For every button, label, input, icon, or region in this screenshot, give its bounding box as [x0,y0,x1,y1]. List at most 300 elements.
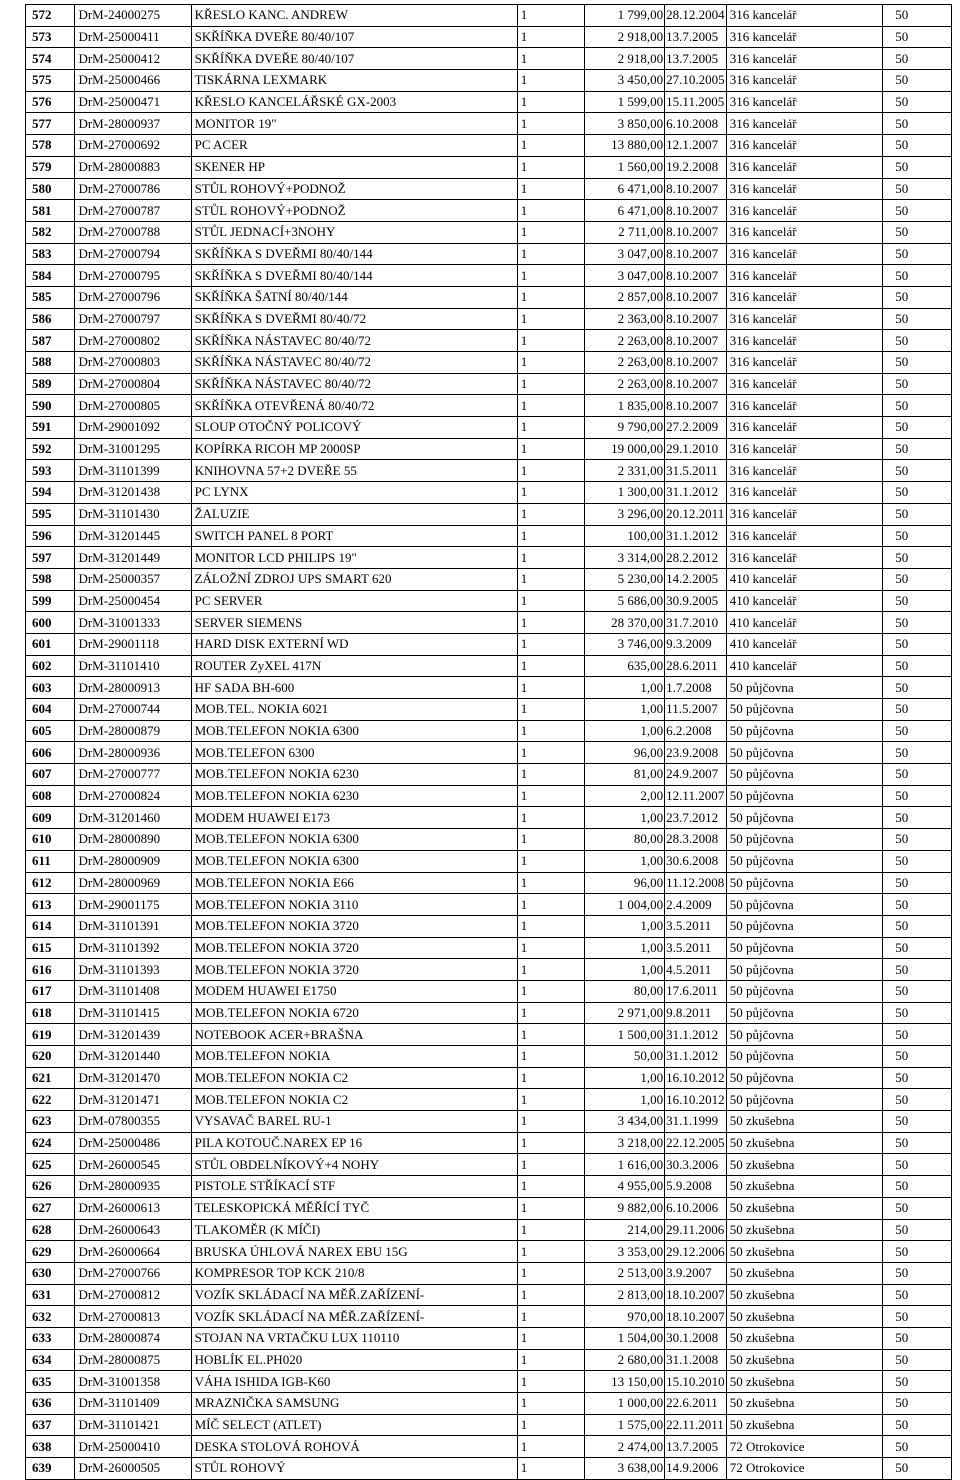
inventory-code-cell: DrM-25000357 [75,568,191,590]
quantity-cell: 1 [517,503,585,525]
item-name-cell: MOB.TELEFON NOKIA 6230 [191,764,517,786]
row-number-cell: 612 [26,872,75,894]
percentage-cell: 50 [883,265,952,287]
percentage-cell: 50 [883,590,952,612]
table-row [26,1089,952,1111]
percentage-cell: 50 [883,525,952,547]
date-cell: 31.5.2011 [665,460,727,482]
date-cell: 22.11.2011 [665,1414,727,1436]
price-cell: 2 857,00 [585,286,665,308]
location-cell: 316 kancelář [726,265,883,287]
inventory-code-cell: DrM-27000803 [75,352,191,374]
inventory-code-cell: DrM-31101393 [75,959,191,981]
table-row [26,438,952,460]
row-number-cell: 593 [26,460,75,482]
percentage-cell: 50 [883,612,952,634]
inventory-code-cell: DrM-27000766 [75,1262,191,1284]
inventory-code-cell: DrM-31101392 [75,937,191,959]
location-cell: 50 zkušebna [726,1349,883,1371]
location-cell: 50 zkušebna [726,1132,883,1154]
table-row [26,482,952,504]
location-cell: 50 půjčovna [726,872,883,894]
percentage-cell: 50 [883,1414,952,1436]
date-cell: 2.4.2009 [665,894,727,916]
quantity-cell: 1 [517,1176,585,1198]
quantity-cell: 1 [517,872,585,894]
date-cell: 16.10.2012 [665,1089,727,1111]
inventory-code-cell: DrM-26000643 [75,1219,191,1241]
location-cell: 316 kancelář [726,91,883,113]
table-row [26,1327,952,1349]
row-number-cell: 609 [26,807,75,829]
price-cell: 1,00 [585,1089,665,1111]
item-name-cell: MONITOR LCD PHILIPS 19" [191,547,517,569]
table-row [26,547,952,569]
percentage-cell: 50 [883,785,952,807]
quantity-cell: 1 [517,1241,585,1263]
price-cell: 80,00 [585,829,665,851]
price-cell: 6 471,00 [585,178,665,200]
inventory-code-cell: DrM-28000935 [75,1176,191,1198]
price-cell: 3 296,00 [585,503,665,525]
row-number-cell: 637 [26,1414,75,1436]
inventory-code-cell: DrM-31101415 [75,1002,191,1024]
location-cell: 50 zkušebna [726,1284,883,1306]
item-name-cell: SKŘÍŇKA NÁSTAVEC 80/40/72 [191,352,517,374]
quantity-cell: 1 [517,1349,585,1371]
inventory-code-cell: DrM-25000471 [75,91,191,113]
row-number-cell: 602 [26,655,75,677]
row-number-cell: 591 [26,417,75,439]
date-cell: 8.10.2007 [665,330,727,352]
table-row [26,221,952,243]
inventory-code-cell: DrM-31201439 [75,1024,191,1046]
price-cell: 1 500,00 [585,1024,665,1046]
price-cell: 5 686,00 [585,590,665,612]
price-cell: 96,00 [585,742,665,764]
quantity-cell: 1 [517,1262,585,1284]
table-row [26,200,952,222]
location-cell: 316 kancelář [726,286,883,308]
row-number-cell: 633 [26,1327,75,1349]
price-cell: 3 218,00 [585,1132,665,1154]
location-cell: 316 kancelář [726,308,883,330]
inventory-code-cell: DrM-31201440 [75,1046,191,1068]
item-name-cell: ZÁLOŽNÍ ZDROJ UPS SMART 620 [191,568,517,590]
item-name-cell: SKŘÍŇKA DVEŘE 80/40/107 [191,48,517,70]
item-name-cell: KOMPRESOR TOP KCK 210/8 [191,1262,517,1284]
percentage-cell: 50 [883,438,952,460]
quantity-cell: 1 [517,243,585,265]
row-number-cell: 627 [26,1197,75,1219]
table-row [26,417,952,439]
row-number-cell: 624 [26,1132,75,1154]
item-name-cell: VÁHA ISHIDA IGB-K60 [191,1371,517,1393]
date-cell: 30.1.2008 [665,1327,727,1349]
percentage-cell: 50 [883,1002,952,1024]
row-number-cell: 630 [26,1262,75,1284]
row-number-cell: 606 [26,742,75,764]
item-name-cell: PC LYNX [191,482,517,504]
price-cell: 2 513,00 [585,1262,665,1284]
percentage-cell: 50 [883,959,952,981]
date-cell: 27.10.2005 [665,70,727,92]
date-cell: 22.6.2011 [665,1393,727,1415]
table-row [26,807,952,829]
date-cell: 29.1.2010 [665,438,727,460]
row-number-cell: 634 [26,1349,75,1371]
item-name-cell: MODEM HUAWEI E1750 [191,980,517,1002]
price-cell: 2 813,00 [585,1284,665,1306]
price-cell: 2 263,00 [585,330,665,352]
location-cell: 50 půjčovna [726,1024,883,1046]
table-row [26,915,952,937]
date-cell: 11.5.2007 [665,699,727,721]
table-row [26,1241,952,1263]
percentage-cell: 50 [883,5,952,27]
price-cell: 1,00 [585,959,665,981]
quantity-cell: 1 [517,1046,585,1068]
price-cell: 1 004,00 [585,894,665,916]
row-number-cell: 631 [26,1284,75,1306]
table-row [26,113,952,135]
percentage-cell: 50 [883,373,952,395]
table-row [26,1132,952,1154]
item-name-cell: MONITOR 19" [191,113,517,135]
row-number-cell: 618 [26,1002,75,1024]
price-cell: 2 263,00 [585,373,665,395]
percentage-cell: 50 [883,742,952,764]
quantity-cell: 1 [517,980,585,1002]
row-number-cell: 616 [26,959,75,981]
location-cell: 50 půjčovna [726,1067,883,1089]
percentage-cell: 50 [883,1327,952,1349]
table-row [26,655,952,677]
quantity-cell: 1 [517,720,585,742]
date-cell: 8.10.2007 [665,352,727,374]
row-number-cell: 584 [26,265,75,287]
location-cell: 50 půjčovna [726,720,883,742]
table-row [26,785,952,807]
price-cell: 635,00 [585,655,665,677]
price-cell: 1 575,00 [585,1414,665,1436]
inventory-code-cell: DrM-31101391 [75,915,191,937]
item-name-cell: MOB.TEL. NOKIA 6021 [191,699,517,721]
date-cell: 3.5.2011 [665,937,727,959]
date-cell: 31.7.2010 [665,612,727,634]
inventory-code-cell: DrM-28000874 [75,1327,191,1349]
row-number-cell: 583 [26,243,75,265]
table-row [26,959,952,981]
price-cell: 6 471,00 [585,200,665,222]
price-cell: 3 850,00 [585,113,665,135]
row-number-cell: 639 [26,1458,75,1480]
quantity-cell: 1 [517,764,585,786]
inventory-code-cell: DrM-26000613 [75,1197,191,1219]
location-cell: 50 zkušebna [726,1306,883,1328]
quantity-cell: 1 [517,699,585,721]
quantity-cell: 1 [517,200,585,222]
percentage-cell: 50 [883,1436,952,1458]
item-name-cell: SKŘÍŇKA S DVEŘMI 80/40/72 [191,308,517,330]
date-cell: 31.1.2012 [665,1046,727,1068]
item-name-cell: STŮL ROHOVÝ [191,1458,517,1480]
quantity-cell: 1 [517,1197,585,1219]
inventory-code-cell: DrM-26000545 [75,1154,191,1176]
location-cell: 50 půjčovna [726,1002,883,1024]
location-cell: 410 kancelář [726,633,883,655]
percentage-cell: 50 [883,48,952,70]
inventory-code-cell: DrM-28000875 [75,1349,191,1371]
inventory-code-cell: DrM-27000786 [75,178,191,200]
location-cell: 316 kancelář [726,503,883,525]
location-cell: 316 kancelář [726,156,883,178]
row-number-cell: 621 [26,1067,75,1089]
percentage-cell: 50 [883,1219,952,1241]
quantity-cell: 1 [517,655,585,677]
percentage-cell: 50 [883,221,952,243]
percentage-cell: 50 [883,1393,952,1415]
quantity-cell: 1 [517,785,585,807]
percentage-cell: 50 [883,980,952,1002]
price-cell: 81,00 [585,764,665,786]
date-cell: 15.10.2010 [665,1371,727,1393]
quantity-cell: 1 [517,395,585,417]
inventory-code-cell: DrM-31001295 [75,438,191,460]
percentage-cell: 50 [883,1349,952,1371]
location-cell: 50 zkušebna [726,1241,883,1263]
quantity-cell: 1 [517,1393,585,1415]
table-row [26,590,952,612]
quantity-cell: 1 [517,113,585,135]
date-cell: 15.11.2005 [665,91,727,113]
quantity-cell: 1 [517,850,585,872]
date-cell: 20.12.2011 [665,503,727,525]
inventory-code-cell: DrM-27000824 [75,785,191,807]
row-number-cell: 596 [26,525,75,547]
row-number-cell: 636 [26,1393,75,1415]
quantity-cell: 1 [517,70,585,92]
table-row [26,265,952,287]
price-cell: 100,00 [585,525,665,547]
table-row [26,1046,952,1068]
inventory-code-cell: DrM-27000788 [75,221,191,243]
row-number-cell: 607 [26,764,75,786]
table-row [26,699,952,721]
item-name-cell: SKŘÍŇKA DVEŘE 80/40/107 [191,26,517,48]
location-cell: 50 zkušebna [726,1262,883,1284]
quantity-cell: 1 [517,590,585,612]
row-number-cell: 598 [26,568,75,590]
row-number-cell: 575 [26,70,75,92]
row-number-cell: 603 [26,677,75,699]
date-cell: 6.10.2008 [665,113,727,135]
table-row [26,1306,952,1328]
date-cell: 4.5.2011 [665,959,727,981]
location-cell: 50 zkušebna [726,1219,883,1241]
quantity-cell: 1 [517,1154,585,1176]
date-cell: 1.7.2008 [665,677,727,699]
table-row [26,5,952,27]
location-cell: 316 kancelář [726,221,883,243]
item-name-cell: MRAZNIČKA SAMSUNG [191,1393,517,1415]
item-name-cell: BRUSKA ÚHLOVÁ NAREX EBU 15G [191,1241,517,1263]
row-number-cell: 610 [26,829,75,851]
quantity-cell: 1 [517,1327,585,1349]
inventory-code-cell: DrM-29001175 [75,894,191,916]
inventory-code-cell: DrM-26000505 [75,1458,191,1480]
item-name-cell: SKŘÍŇKA OTEVŘENÁ 80/40/72 [191,395,517,417]
price-cell: 96,00 [585,872,665,894]
percentage-cell: 50 [883,308,952,330]
inventory-code-cell: DrM-28000937 [75,113,191,135]
inventory-code-cell: DrM-31101399 [75,460,191,482]
item-name-cell: MOB.TELEFON NOKIA C2 [191,1089,517,1111]
item-name-cell: VYSAVAČ BAREL RU-1 [191,1111,517,1133]
table-row [26,1371,952,1393]
quantity-cell: 1 [517,829,585,851]
table-row [26,460,952,482]
quantity-cell: 1 [517,26,585,48]
location-cell: 410 kancelář [726,655,883,677]
date-cell: 11.12.2008 [665,872,727,894]
date-cell: 19.2.2008 [665,156,727,178]
row-number-cell: 579 [26,156,75,178]
date-cell: 8.10.2007 [665,243,727,265]
location-cell: 50 půjčovna [726,785,883,807]
price-cell: 3 353,00 [585,1241,665,1263]
percentage-cell: 50 [883,352,952,374]
inventory-code-cell: DrM-27000692 [75,135,191,157]
location-cell: 50 zkušebna [726,1197,883,1219]
percentage-cell: 50 [883,829,952,851]
date-cell: 31.1.2008 [665,1349,727,1371]
percentage-cell: 50 [883,26,952,48]
quantity-cell: 1 [517,1458,585,1480]
item-name-cell: PILA KOTOUČ.NAREX EP 16 [191,1132,517,1154]
price-cell: 3 047,00 [585,243,665,265]
inventory-code-cell: DrM-29001092 [75,417,191,439]
date-cell: 22.12.2005 [665,1132,727,1154]
price-cell: 2 474,00 [585,1436,665,1458]
item-name-cell: MOB.TELEFON NOKIA 6300 [191,829,517,851]
item-name-cell: STŮL OBDELNÍKOVÝ+4 NOHY [191,1154,517,1176]
location-cell: 316 kancelář [726,243,883,265]
inventory-code-cell: DrM-31201471 [75,1089,191,1111]
inventory-code-cell: DrM-31201449 [75,547,191,569]
date-cell: 29.11.2006 [665,1219,727,1241]
item-name-cell: SWITCH PANEL 8 PORT [191,525,517,547]
inventory-code-cell: DrM-27000794 [75,243,191,265]
date-cell: 23.7.2012 [665,807,727,829]
location-cell: 50 zkušebna [726,1327,883,1349]
date-cell: 8.10.2007 [665,178,727,200]
item-name-cell: MOB.TELEFON NOKIA 6300 [191,720,517,742]
date-cell: 31.1.2012 [665,482,727,504]
quantity-cell: 1 [517,677,585,699]
percentage-cell: 50 [883,655,952,677]
price-cell: 1 000,00 [585,1393,665,1415]
price-cell: 2 711,00 [585,221,665,243]
percentage-cell: 50 [883,677,952,699]
row-number-cell: 629 [26,1241,75,1263]
quantity-cell: 1 [517,1111,585,1133]
table-row [26,1436,952,1458]
quantity-cell: 1 [517,482,585,504]
percentage-cell: 50 [883,286,952,308]
table-row [26,1197,952,1219]
row-number-cell: 622 [26,1089,75,1111]
quantity-cell: 1 [517,1436,585,1458]
item-name-cell: MOB.TELEFON NOKIA 3720 [191,937,517,959]
row-number-cell: 620 [26,1046,75,1068]
item-name-cell: MÍČ SELECT (ATLET) [191,1414,517,1436]
inventory-code-cell: DrM-25000486 [75,1132,191,1154]
price-cell: 9 790,00 [585,417,665,439]
location-cell: 50 půjčovna [726,850,883,872]
row-number-cell: 625 [26,1154,75,1176]
row-number-cell: 615 [26,937,75,959]
item-name-cell: MOB.TELEFON NOKIA C2 [191,1067,517,1089]
quantity-cell: 1 [517,135,585,157]
item-name-cell: PISTOLE STŘÍKACÍ STF [191,1176,517,1198]
location-cell: 50 zkušebna [726,1176,883,1198]
inventory-code-cell: DrM-27000777 [75,764,191,786]
price-cell: 1 616,00 [585,1154,665,1176]
row-number-cell: 611 [26,850,75,872]
price-cell: 2 918,00 [585,26,665,48]
row-number-cell: 605 [26,720,75,742]
date-cell: 31.1.1999 [665,1111,727,1133]
quantity-cell: 1 [517,915,585,937]
table-row [26,1284,952,1306]
price-cell: 1,00 [585,807,665,829]
quantity-cell: 1 [517,612,585,634]
percentage-cell: 50 [883,894,952,916]
location-cell: 50 zkušebna [726,1111,883,1133]
table-row [26,980,952,1002]
price-cell: 3 047,00 [585,265,665,287]
location-cell: 72 Otrokovice [726,1436,883,1458]
percentage-cell: 50 [883,1111,952,1133]
percentage-cell: 50 [883,633,952,655]
date-cell: 5.9.2008 [665,1176,727,1198]
percentage-cell: 50 [883,1024,952,1046]
table-row [26,178,952,200]
inventory-code-cell: DrM-24000275 [75,5,191,27]
location-cell: 316 kancelář [726,482,883,504]
table-row [26,894,952,916]
price-cell: 2,00 [585,785,665,807]
percentage-cell: 50 [883,850,952,872]
date-cell: 14.2.2005 [665,568,727,590]
location-cell: 50 půjčovna [726,764,883,786]
item-name-cell: NOTEBOOK ACER+BRAŠNA [191,1024,517,1046]
date-cell: 8.10.2007 [665,265,727,287]
date-cell: 14.9.2006 [665,1458,727,1480]
percentage-cell: 50 [883,699,952,721]
date-cell: 8.10.2007 [665,221,727,243]
item-name-cell: KNIHOVNA 57+2 DVEŘE 55 [191,460,517,482]
date-cell: 31.1.2012 [665,1024,727,1046]
item-name-cell: TELESKOPICKÁ MĚŘÍCÍ TYČ [191,1197,517,1219]
item-name-cell: MOB.TELEFON NOKIA 3720 [191,959,517,981]
percentage-cell: 50 [883,764,952,786]
row-number-cell: 578 [26,135,75,157]
percentage-cell: 50 [883,200,952,222]
inventory-code-cell: DrM-31101410 [75,655,191,677]
table-row [26,612,952,634]
